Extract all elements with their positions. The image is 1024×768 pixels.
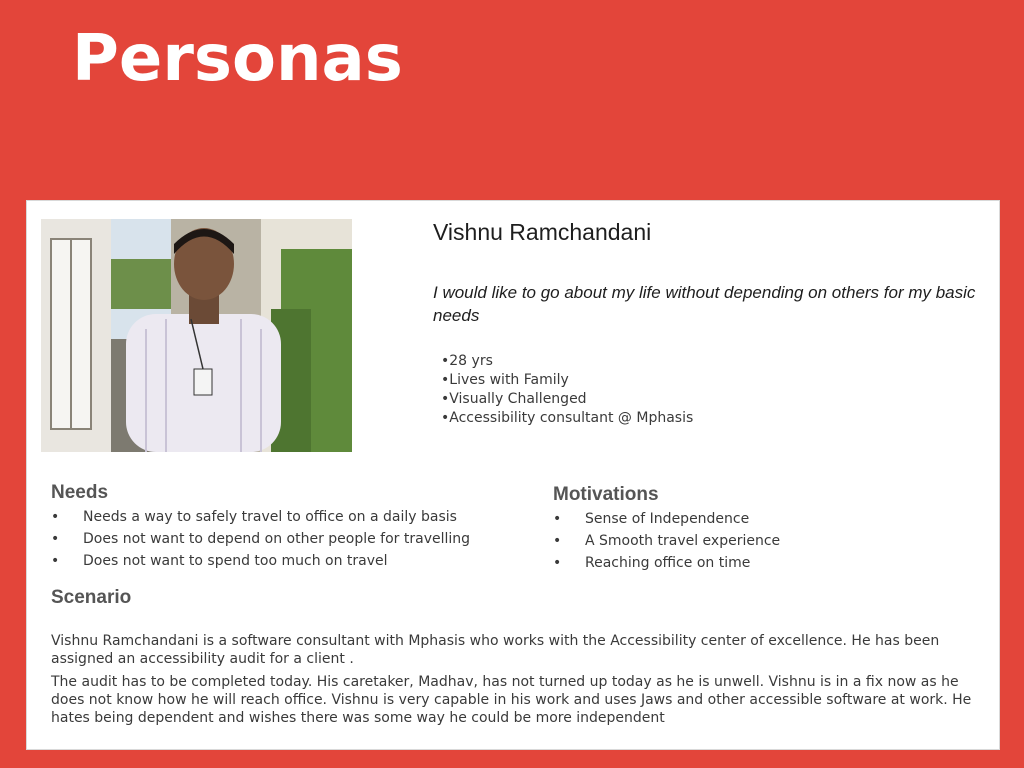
fact-age: • 28 yrs — [441, 352, 693, 371]
motivations-list — [553, 508, 780, 574]
persona-facts — [441, 352, 693, 428]
fact-living: • Lives with Family — [441, 371, 693, 390]
persona-quote: I would like to go about my life without depending on others for my basic needs — [433, 283, 976, 325]
persona-card — [27, 201, 999, 749]
persona-photo — [41, 219, 352, 452]
list-item: • A Smooth travel experience — [553, 530, 780, 552]
fact-condition: • Visually Challenged — [441, 390, 693, 409]
list-item: • Reaching office on time — [553, 552, 780, 574]
list-item: • Does not want to spend too much on travel — [51, 550, 470, 572]
list-item: • Needs a way to safely travel to office on a daily basis — [51, 506, 470, 528]
list-item: • Does not want to depend on other people for travelling — [51, 528, 470, 550]
needs-heading: Needs — [51, 482, 109, 503]
motivations-heading: Motivations — [553, 484, 659, 505]
scenario-text — [51, 632, 981, 732]
scenario-paragraph: The audit has to be completed today. His caretaker, Madhav, has not turned up today as he is unwell. Vishnu is in a fix now as he does not know how he will reach office. Vishnu is very capable in his work and uses Jaws and other accessible software at work. He hates being dependent and wishes there was some way he could be more independent — [51, 674, 972, 726]
needs-list — [51, 506, 470, 572]
scenario-heading: Scenario — [51, 587, 132, 608]
list-item: • Sense of Independence — [553, 508, 780, 530]
fact-occupation: • Accessibility consultant @ Mphasis — [441, 409, 693, 428]
scenario-paragraph: Vishnu Ramchandani is a software consultant with Mphasis who works with the Accessibility center of excellence. He has been assigned an accessibility audit for a client . — [51, 633, 940, 667]
slide-title: Personas — [72, 22, 403, 96]
persona-name: Vishnu Ramchandani — [433, 219, 652, 245]
